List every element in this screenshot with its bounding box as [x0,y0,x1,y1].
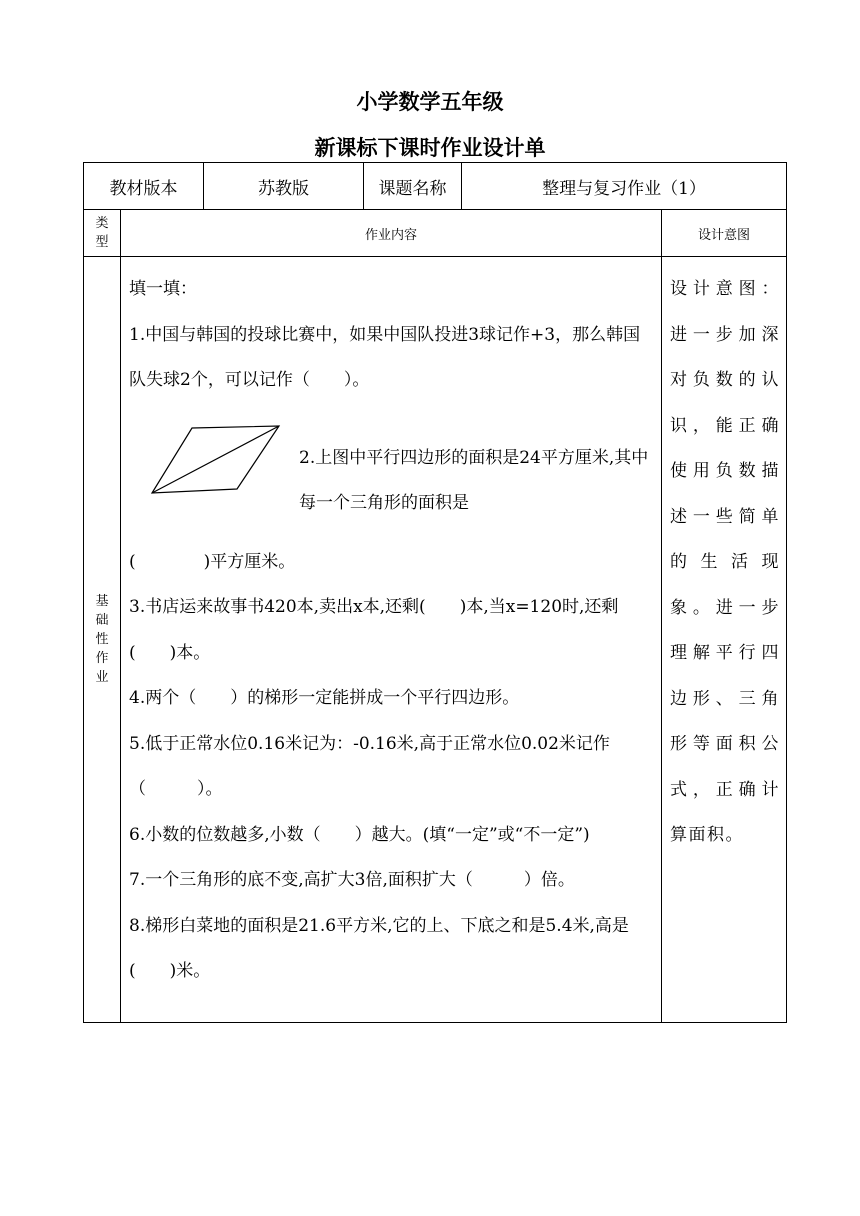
question-3: 3.书店运来故事书420本,卖出x本,还剩( )本,当x=120时,还剩( )本。 [129,597,619,663]
question-8: 8.梯形白菜地的面积是21.6平方米,它的上、下底之和是5.4米,高是( )米。 [129,915,629,981]
question-2: 2.上图中平行四边形的面积是24平方厘米,其中每一个三角形的面积是 [299,447,649,513]
question-7: 7.一个三角形的底不变,高扩大3倍,面积扩大（ ）倍。 [129,870,575,890]
intro-text: 填一填： [129,279,197,299]
textbook-value: 苏教版 [204,163,364,210]
question-2-tail: ( )平方厘米。 [129,551,296,572]
parallelogram-figure [129,404,299,540]
content-row [84,257,787,1023]
question-6: 6.小数的位数越多,小数（ ）越大。(填“一定”或“不一定”) [129,824,590,845]
content-header: 作业内容 [121,210,662,257]
header-row [84,210,787,257]
category-cell [84,257,121,1023]
homework-table [83,162,787,1023]
topic-value: 整理与复习作业（1） [462,163,787,210]
page-title: 小学数学五年级 [356,90,504,114]
type-header [84,210,121,257]
content-cell [121,257,662,1023]
parallelogram-diagram [129,404,299,540]
page-subtitle: 新课标下课时作业设计单 [314,136,546,160]
category-text: 基础性作业 [95,594,109,685]
question-4: 4.两个（ ）的梯形一定能拼成一个平行四边形。 [129,688,520,708]
textbook-label: 教材版本 [84,163,204,210]
info-row [84,163,787,210]
figure-row [129,404,655,540]
intent-cell: 设计意图：进一步加深对负数的认识，能正确使用负数描述一些简单的生活现象。进一步理解平行四边形、三角形等面积公式，正确计算面积。 [662,257,787,1023]
intent-header: 设计意图 [662,210,787,257]
topic-label: 课题名称 [364,163,462,210]
question-1: 1.中国与韩国的投球比赛中，如果中国队投进3球记作+3，那么韩国队失球2个，可以记作（ ）。 [129,324,641,390]
parallelogram-diagonal [152,426,279,493]
question-5: 5.低于正常水位0.16米记为：-0.16米,高于正常水位0.02米记作（ ）。 [129,733,610,799]
type-header-text: 类型 [95,216,109,250]
